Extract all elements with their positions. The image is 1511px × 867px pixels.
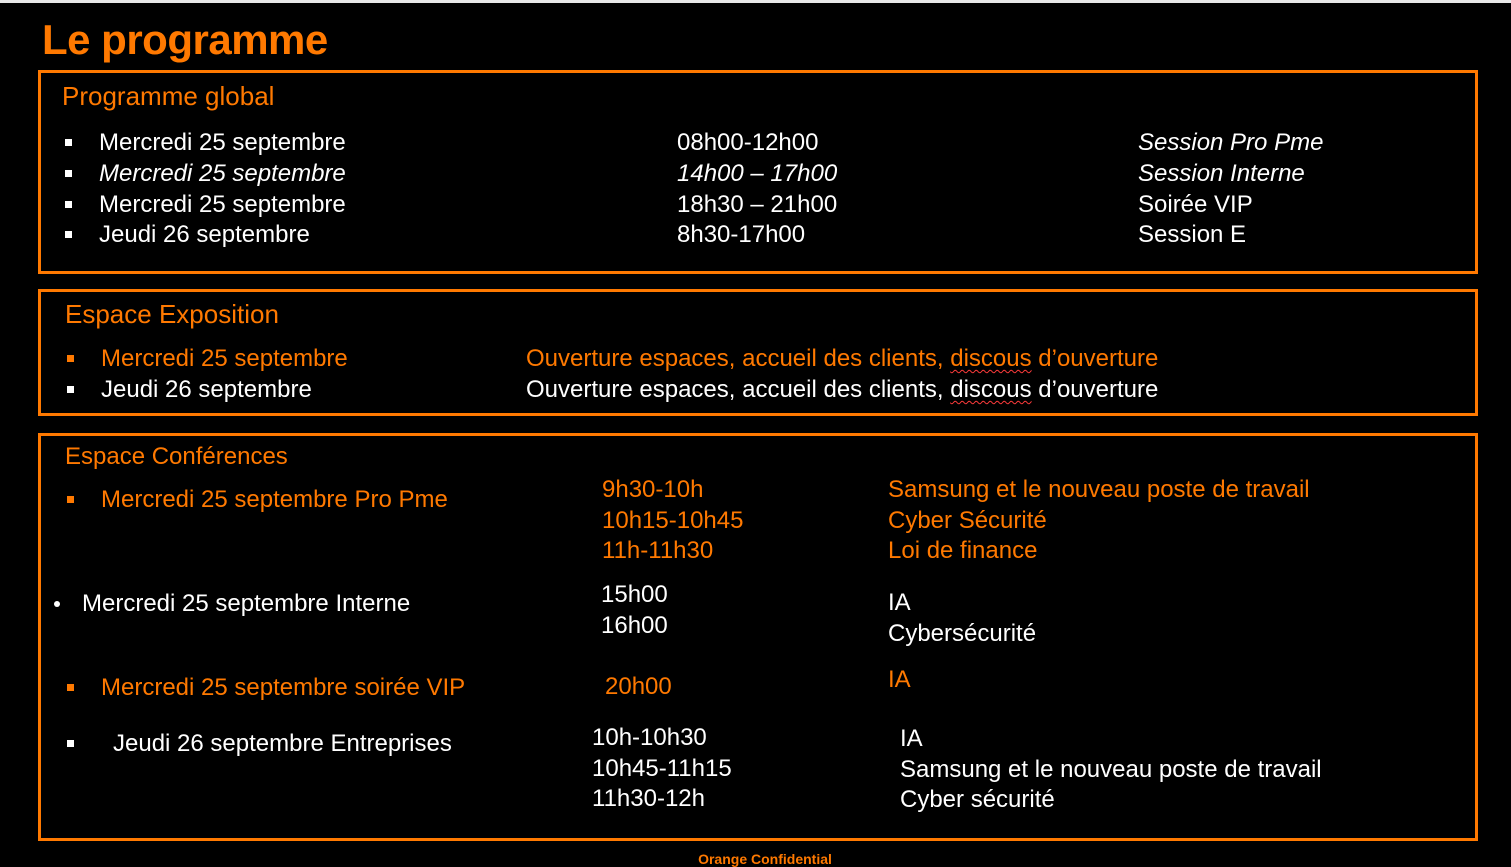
- conference-topic: IA: [888, 589, 911, 616]
- global-time: 14h00 – 17h00: [677, 160, 838, 187]
- global-event: Soirée VIP: [1138, 191, 1253, 218]
- global-time: 18h30 – 21h00: [677, 191, 838, 218]
- conference-times: [605, 672, 672, 703]
- bullet-square-icon: [65, 201, 72, 208]
- confidential-footer: Orange Confidential: [698, 851, 832, 867]
- bullet-square-icon: [67, 740, 74, 747]
- conference-topics: [888, 588, 1036, 649]
- conference-group-label: Mercredi 25 septembre Pro Pme: [101, 486, 448, 513]
- global-day: Jeudi 26 septembre: [99, 221, 310, 248]
- conference-time: 11h30-12h: [592, 785, 705, 812]
- conference-topic: IA: [888, 666, 911, 693]
- conference-topics: [888, 665, 911, 696]
- conference-times: [602, 475, 743, 567]
- conference-topic: Samsung et le nouveau poste de travail: [888, 476, 1310, 503]
- conference-time: 10h45-11h15: [592, 754, 732, 782]
- exposition-heading: Espace Exposition: [65, 299, 279, 329]
- global-day: Mercredi 25 septembre: [99, 191, 346, 218]
- bullet-dot-icon: [54, 601, 60, 607]
- conference-topic: Cybersécurité: [888, 619, 1037, 647]
- conference-topic: Cyber sécurité: [900, 786, 1055, 813]
- conference-group-label: Mercredi 25 septembre soirée VIP: [101, 674, 466, 701]
- global-day: Mercredi 25 septembre: [99, 160, 346, 187]
- global-event: Session Pro Pme: [1138, 129, 1324, 156]
- global-event: Session Interne: [1138, 160, 1305, 187]
- conference-group-label: Jeudi 26 septembre Entreprises: [113, 730, 452, 757]
- conference-time: 10h-10h30: [592, 724, 707, 751]
- conference-topics: [900, 724, 1322, 816]
- global-day: Mercredi 25 septembre: [99, 129, 346, 156]
- conference-group-label: Mercredi 25 septembre Interne: [82, 590, 411, 617]
- conference-topics: [888, 475, 1310, 567]
- conference-time: 20h00: [605, 673, 672, 700]
- conference-time: 9h30-10h: [602, 476, 704, 503]
- bullet-square-icon: [67, 684, 74, 691]
- exposition-desc: Ouverture espaces, accueil des clients, discous d’ouverture: [526, 345, 1159, 372]
- global-event: Session E: [1138, 221, 1247, 248]
- conference-time: 10h15-10h45: [602, 506, 744, 534]
- bullet-square-icon: [67, 496, 74, 503]
- exposition-desc: Ouverture espaces, accueil des clients, discous d’ouverture: [526, 376, 1159, 403]
- conferences-heading: Espace Conférences: [65, 443, 288, 470]
- bullet-square-icon: [67, 386, 74, 393]
- bullet-square-icon: [67, 355, 74, 362]
- conference-time: 16h00: [601, 611, 668, 639]
- exposition-day: Jeudi 26 septembre: [101, 376, 312, 403]
- bullet-square-icon: [65, 170, 72, 177]
- global-time: 8h30-17h00: [677, 221, 806, 248]
- conference-time: 11h-11h30: [602, 537, 714, 564]
- programme-global-heading: Programme global: [62, 81, 275, 111]
- exposition-day: Mercredi 25 septembre: [101, 345, 348, 372]
- bullet-square-icon: [65, 139, 72, 146]
- conference-topic: IA: [900, 725, 923, 752]
- conference-time: 15h00: [601, 581, 668, 608]
- conference-times: [592, 723, 732, 815]
- page-title: Le programme: [42, 16, 328, 63]
- conference-topic: Samsung et le nouveau poste de travail: [900, 755, 1322, 783]
- conference-topic: Cyber Sécurité: [888, 506, 1047, 534]
- conference-times: [601, 580, 668, 641]
- global-time: 08h00-12h00: [677, 129, 819, 156]
- conference-topic: Loi de finance: [888, 537, 1038, 564]
- bullet-square-icon: [65, 231, 72, 238]
